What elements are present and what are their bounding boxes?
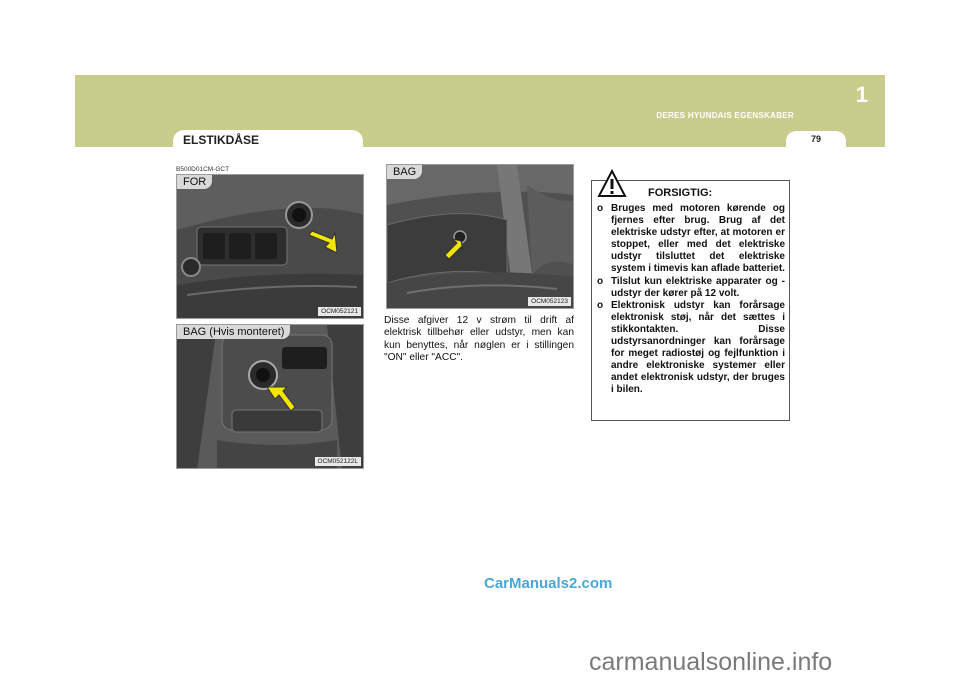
front-figure-code: OCM052121 (318, 307, 361, 316)
rear-figure-code: OCM052122L (315, 457, 361, 466)
front-outlet-photo (176, 174, 364, 319)
section-title: ELSTIKDÅSE (183, 133, 260, 147)
chapter-title: DERES HYUNDAIS EGENSKABER (656, 111, 794, 120)
caution-item (597, 276, 785, 300)
rear-outlet-photo (176, 324, 364, 469)
caution-item-text: Elektronisk udstyr kan forårsage elektronisk støj, når det sættes i stikkontakten. Disse udstyrsanordninger kan forårsage for meget radiostøj og fejlfunktion i andre elektroniske systemer eller andet elektronisk udstyr, der bruges i bilen. (611, 299, 785, 396)
caution-item (597, 300, 785, 397)
page-number: 79 (810, 134, 821, 144)
watermark-carmanualsonline[interactable]: carmanualsonline.info (589, 648, 833, 676)
front-outlet-arrow (177, 175, 364, 319)
warning-triangle-icon (597, 169, 627, 199)
caution-bullet: o (597, 299, 604, 311)
cargo-outlet-arrow (387, 165, 574, 309)
cargo-outlet-photo (386, 164, 574, 309)
cargo-label: BAG (387, 165, 422, 179)
caution-bullet: o (597, 275, 604, 287)
reference-code: B500D01CM-GCT (176, 166, 230, 173)
caution-item (597, 203, 785, 276)
chapter-number: 1 (855, 82, 868, 107)
caution-bullet: o (597, 203, 604, 214)
cargo-figure-code: OCM052123 (528, 297, 571, 306)
watermark-carmanuals2[interactable]: CarManuals2.com (484, 575, 613, 592)
rear-outlet-arrow (177, 325, 364, 469)
front-label: FOR (177, 175, 212, 189)
caution-item-text: Bruges med motoren kørende og fjernes efter brug. Brug af det elektriske udstyr efter, at motoren er stoppet, eller med det elektriske udstyr tilsluttet det elektriske system i timevis kan aflade batteriet. (611, 203, 785, 275)
caution-item-text: Tilslut kun elektriske apparater og -udstyr der kører på 12 volt. (611, 275, 785, 299)
caution-box (591, 180, 790, 421)
outlet-description: Disse afgiver 12 v strøm til drift af elektrisk tillbehør eller udstyr, men kan kun benyttes, når nøglen er i stillingen "ON" eller "ACC". (384, 315, 574, 363)
rear-label: BAG (Hvis monteret) (177, 325, 290, 339)
caution-title: FORSIGTIG: (648, 187, 713, 199)
caution-list (597, 203, 785, 397)
